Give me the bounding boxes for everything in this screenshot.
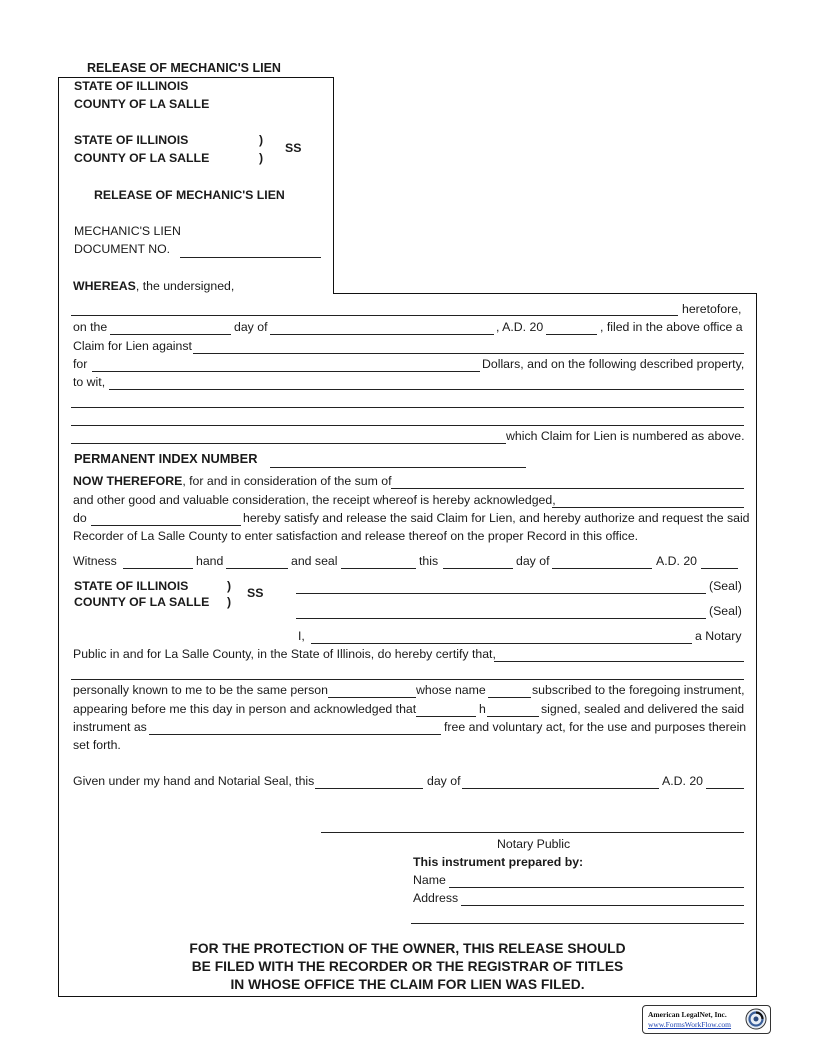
certify-field-2[interactable] <box>71 679 744 680</box>
this-label: this <box>419 554 439 568</box>
day-of-label: day of <box>234 320 268 334</box>
box-title: RELEASE OF MECHANIC'S LIEN <box>94 188 285 202</box>
witness-field[interactable] <box>123 568 193 569</box>
state-line: STATE OF ILLINOIS <box>74 79 189 93</box>
hand-field[interactable] <box>226 568 288 569</box>
for-label: for <box>73 357 88 371</box>
frame-left <box>58 77 59 997</box>
given-year-field[interactable] <box>706 788 744 789</box>
frame-right <box>756 293 757 997</box>
free-voluntary-text: free and voluntary act, for the use and purposes therein <box>444 720 747 734</box>
pin-field[interactable] <box>270 467 526 468</box>
witness-day-field[interactable] <box>443 568 513 569</box>
notary-name-field[interactable] <box>311 643 692 644</box>
signature-field-2[interactable] <box>296 618 706 619</box>
given-ad20-label: A.D. 20 <box>662 774 704 788</box>
filing-year-field[interactable] <box>546 334 597 335</box>
footer-notice-line3: IN WHOSE OFFICE THE CLAIM FOR LIEN WAS FILED. <box>230 977 585 992</box>
frame-step-vertical <box>333 77 334 294</box>
whose-name-label: whose name <box>416 683 486 697</box>
doc-no-label: DOCUMENT NO. <box>74 242 171 256</box>
and-seal-label: and seal <box>291 554 338 568</box>
which-claim-label: which Claim for Lien is numbered as above. <box>506 429 745 443</box>
seal-label-1: (Seal) <box>709 579 742 593</box>
do-field[interactable] <box>91 525 241 526</box>
notary-public-label: Notary Public <box>497 837 571 851</box>
venue-ss: SS <box>285 141 302 155</box>
badge-url[interactable]: www.FormsWorkFlow.com <box>648 1020 732 1029</box>
name-label: Name <box>413 873 446 887</box>
frame-top-left <box>58 77 334 78</box>
doc-no-field[interactable] <box>180 257 321 258</box>
property-field-4[interactable] <box>71 443 506 444</box>
given-day-field[interactable] <box>315 788 423 789</box>
personally-known-text: personally known to me to be the same person <box>73 683 328 697</box>
amount-field[interactable] <box>92 371 480 372</box>
witness-month-field[interactable] <box>552 568 652 569</box>
now-therefore-bold: NOW THEREFORE <box>73 474 183 488</box>
address-label: Address <box>413 891 459 905</box>
notary-state: STATE OF ILLINOIS <box>74 579 189 593</box>
instrument-as-label: instrument as <box>73 720 147 734</box>
witness-ad20-label: A.D. 20 <box>656 554 698 568</box>
i-label: I, <box>298 629 305 643</box>
person-field[interactable] <box>328 697 416 698</box>
badge-company: American LegalNet, Inc. <box>648 1010 727 1019</box>
public-in-text: Public in and for La Salle County, in the State of Illinois, do hereby certify that, <box>73 647 496 661</box>
lien-label: MECHANIC'S LIEN <box>74 224 181 238</box>
signed-text: signed, sealed and delivered the said <box>541 702 745 716</box>
footer-notice-line2: BE FILED WITH THE RECORDER OR THE REGISTRAR OF TITLES <box>191 959 624 974</box>
witness-day-of-label: day of <box>516 554 550 568</box>
property-field-2[interactable] <box>71 407 744 408</box>
given-text: Given under my hand and Notarial Seal, this <box>73 774 315 788</box>
certify-field-1[interactable] <box>494 661 744 662</box>
legalnet-badge[interactable] <box>642 1005 771 1034</box>
notary-ss: SS <box>247 586 264 600</box>
instrument-as-field[interactable] <box>149 734 441 735</box>
releasor-field[interactable] <box>552 507 744 508</box>
venue-paren: ) <box>259 151 264 165</box>
witness-label: Witness <box>73 554 117 568</box>
property-field-3[interactable] <box>71 425 744 426</box>
filing-day-field[interactable] <box>110 334 231 335</box>
ad20-label: , A.D. 20 <box>496 320 544 334</box>
venue-state: STATE OF ILLINOIS <box>74 133 189 147</box>
seal-label-2: (Seal) <box>709 604 742 618</box>
whereas-bold: WHEREAS <box>73 279 136 293</box>
whereas-line <box>73 280 234 292</box>
given-month-field[interactable] <box>462 788 659 789</box>
frame-bottom <box>58 996 757 997</box>
now-therefore-rest: , for and in consideration of the sum of <box>182 474 392 488</box>
pin-label: PERMANENT INDEX NUMBER <box>74 451 258 466</box>
whose-name-field[interactable] <box>488 697 531 698</box>
venue-county: COUNTY OF LA SALLE <box>74 151 210 165</box>
now-therefore-line <box>73 475 391 487</box>
seal-field[interactable] <box>341 568 416 569</box>
preparer-address-field-2[interactable] <box>411 923 744 924</box>
to-wit-label: to wit, <box>73 375 106 389</box>
filing-month-field[interactable] <box>270 334 494 335</box>
do-label: do <box>73 511 87 525</box>
h-field[interactable] <box>487 716 539 717</box>
set-forth-text: set forth. <box>73 738 121 752</box>
hand-label: hand <box>196 554 224 568</box>
h-label: h <box>479 702 486 716</box>
whereas-rest: , the undersigned, <box>135 279 235 293</box>
consideration-text: and other good and valuable consideration, the receipt whereof is hereby acknowledged, <box>73 493 556 507</box>
given-day-of-label: day of <box>427 774 461 788</box>
property-field-1[interactable] <box>109 389 744 390</box>
appearing-text: appearing before me this day in person and acknowledged that <box>73 702 417 716</box>
preparer-name-field[interactable] <box>449 887 744 888</box>
dollars-label: Dollars, and on the following described property, <box>482 357 745 371</box>
on-the-label: on the <box>73 320 108 334</box>
subscribed-text: subscribed to the foregoing instrument, <box>532 683 745 697</box>
a-notary-label: a Notary <box>695 629 742 643</box>
frame-top-right <box>333 293 757 294</box>
claim-against-label: Claim for Lien against <box>73 339 192 353</box>
claimant-name-field[interactable] <box>71 315 678 316</box>
hereby-satisfy-text: hereby satisfy and release the said Claim for Lien, and hereby authorize and request the said <box>243 511 750 525</box>
sum-field[interactable] <box>391 488 744 489</box>
notary-county: COUNTY OF LA SALLE <box>74 595 210 609</box>
globe-logo-icon <box>745 1008 767 1030</box>
witness-year-field[interactable] <box>701 568 738 569</box>
acknowledged-field[interactable] <box>416 716 476 717</box>
recorder-text: Recorder of La Salle County to enter satisfaction and release thereof on the proper Record in this office. <box>73 529 639 543</box>
prepared-by-label: This instrument prepared by: <box>413 855 584 869</box>
signature-field-1[interactable] <box>296 593 706 594</box>
notary-paren: ) <box>227 595 232 609</box>
notary-paren: ) <box>227 579 232 593</box>
claim-against-field[interactable] <box>193 353 744 354</box>
county-line: COUNTY OF LA SALLE <box>74 97 210 111</box>
notary-signature-field[interactable] <box>321 832 744 833</box>
page-title: RELEASE OF MECHANIC'S LIEN <box>87 61 281 75</box>
filed-label: , filed in the above office a <box>600 320 743 334</box>
footer-notice-line1: FOR THE PROTECTION OF THE OWNER, THIS RELEASE SHOULD <box>189 941 626 956</box>
heretofore-label: heretofore, <box>682 302 742 316</box>
preparer-address-field-1[interactable] <box>461 905 744 906</box>
venue-paren: ) <box>259 133 264 147</box>
